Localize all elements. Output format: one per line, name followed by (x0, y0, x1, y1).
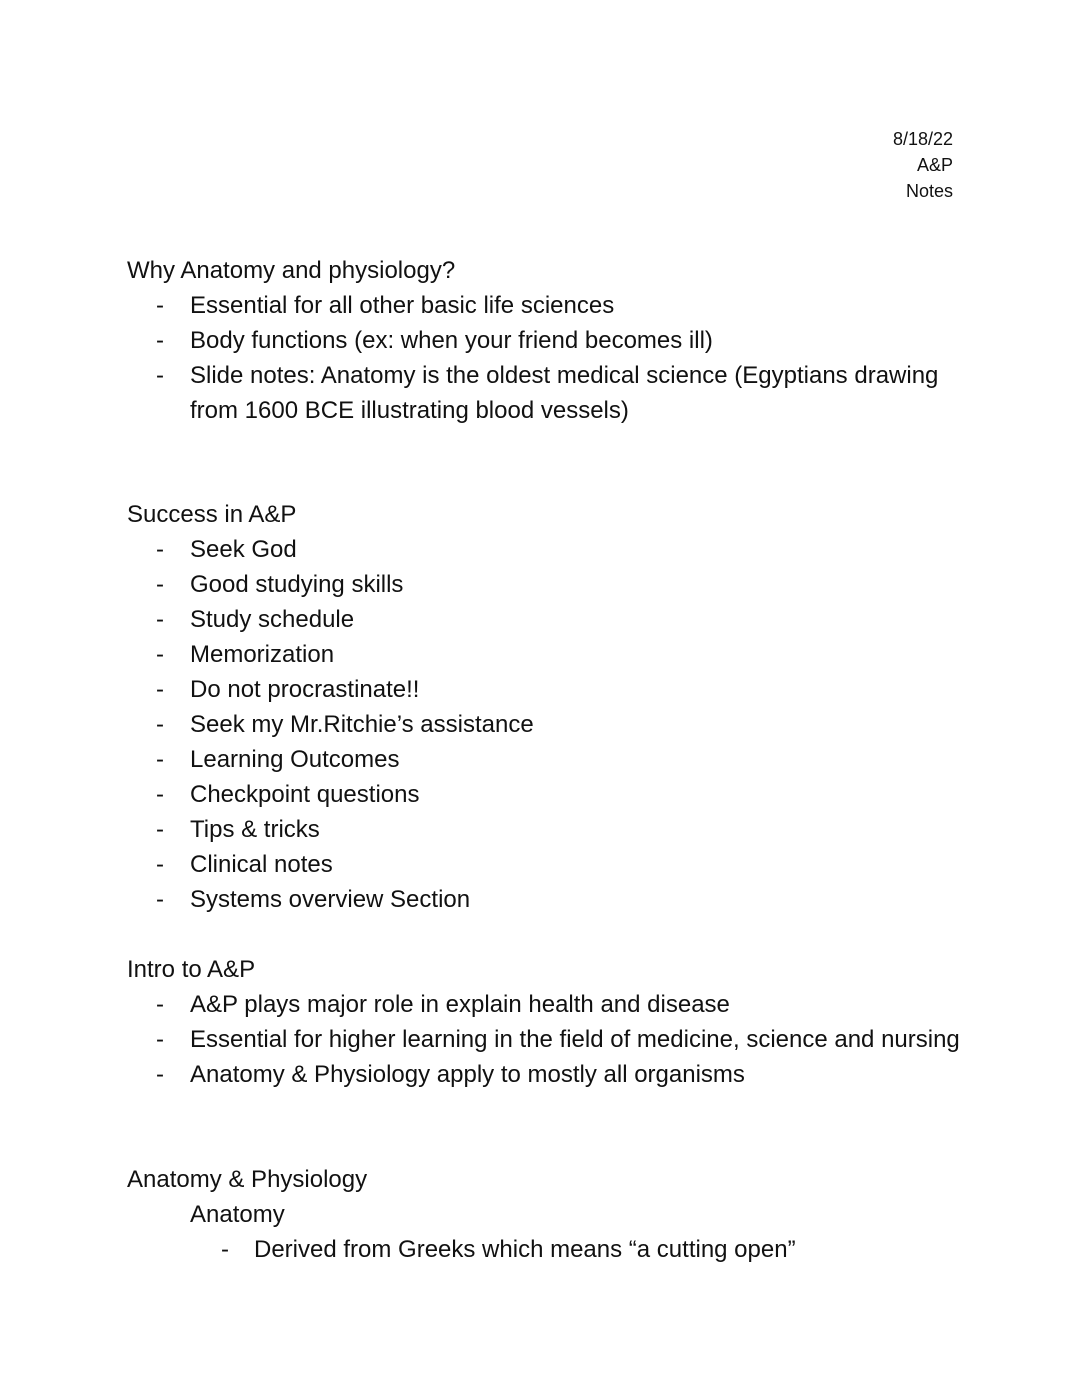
list-item (127, 637, 967, 672)
list-item (127, 707, 967, 742)
bullet-list (127, 987, 967, 1092)
list-item-text: Essential for all other basic life sciences (190, 292, 615, 319)
section-intro (127, 953, 967, 1092)
list-item-text: Derived from Greeks which means “a cutting open” (254, 1236, 796, 1263)
header-block (893, 126, 953, 204)
list-item (127, 987, 967, 1022)
dash-marker: - (221, 1236, 229, 1263)
subheading: Anatomy (190, 1201, 285, 1228)
bullet-list (127, 288, 967, 428)
dash-marker: - (156, 746, 164, 773)
header-date: 8/18/22 (892, 129, 953, 149)
list-item (127, 1022, 967, 1057)
dash-marker: - (156, 606, 164, 633)
dash-marker: - (156, 991, 164, 1018)
section-why-anatomy (127, 254, 967, 428)
dash-marker: - (156, 1026, 164, 1053)
section-success (127, 498, 967, 917)
list-item (127, 288, 967, 323)
list-item-text: Seek my Mr.Ritchie’s assistance (190, 711, 534, 738)
list-item (127, 672, 967, 707)
list-item-text: Clinical notes (190, 851, 333, 878)
dash-marker: - (156, 711, 164, 738)
dash-marker: - (156, 1061, 164, 1088)
list-item-text: Good studying skills (190, 571, 404, 598)
bullet-list (127, 532, 967, 917)
list-item-text: Learning Outcomes (190, 746, 400, 773)
section-title: Success in A&P (127, 501, 297, 528)
dash-marker: - (156, 851, 164, 878)
section-title: Intro to A&P (127, 956, 256, 983)
dash-marker: - (156, 816, 164, 843)
list-item-text: Do not procrastinate!! (190, 676, 420, 703)
list-item (127, 602, 967, 637)
dash-marker: - (156, 327, 164, 354)
list-item (127, 358, 967, 428)
dash-marker: - (156, 676, 164, 703)
list-item-text: Essential for higher learning in the field of medicine, science and nursing (190, 1026, 960, 1053)
list-item-text: A&P plays major role in explain health and disease (190, 991, 730, 1018)
section-title: Why Anatomy and physiology? (127, 257, 456, 284)
list-item-text: Checkpoint questions (190, 781, 420, 808)
bullet-list (127, 1232, 967, 1267)
dash-marker: - (156, 641, 164, 668)
list-item (127, 742, 967, 777)
list-item-text: Seek God (190, 536, 297, 563)
list-item-text: Systems overview Section (190, 886, 471, 913)
dash-marker: - (156, 571, 164, 598)
dash-marker: - (156, 781, 164, 808)
list-item-text: Memorization (190, 641, 335, 668)
list-item (127, 1057, 967, 1092)
section-title: Anatomy & Physiology (127, 1166, 368, 1193)
list-item (127, 567, 967, 602)
list-item (127, 812, 967, 847)
list-item (127, 777, 967, 812)
list-item (127, 323, 967, 358)
list-item (127, 847, 967, 882)
dash-marker: - (156, 886, 164, 913)
list-item (127, 882, 967, 917)
list-item-text: Tips & tricks (190, 816, 320, 843)
dash-marker: - (156, 362, 164, 389)
list-item-text: Study schedule (190, 606, 355, 633)
header-label: Notes (905, 181, 953, 201)
list-item-text: Body functions (ex: when your friend becomes ill) (190, 327, 713, 354)
section-anatomy-physiology (127, 1163, 967, 1267)
header-course: A&P (916, 155, 953, 175)
list-item (127, 532, 967, 567)
list-item-text: Anatomy & Physiology apply to mostly all organisms (190, 1061, 745, 1088)
list-item (127, 1232, 967, 1267)
dash-marker: - (156, 536, 164, 563)
list-item-text: Slide notes: Anatomy is the oldest medical science (Egyptians drawing from 1600 BCE illustrating blood vessels) (190, 362, 939, 424)
dash-marker: - (156, 292, 164, 319)
